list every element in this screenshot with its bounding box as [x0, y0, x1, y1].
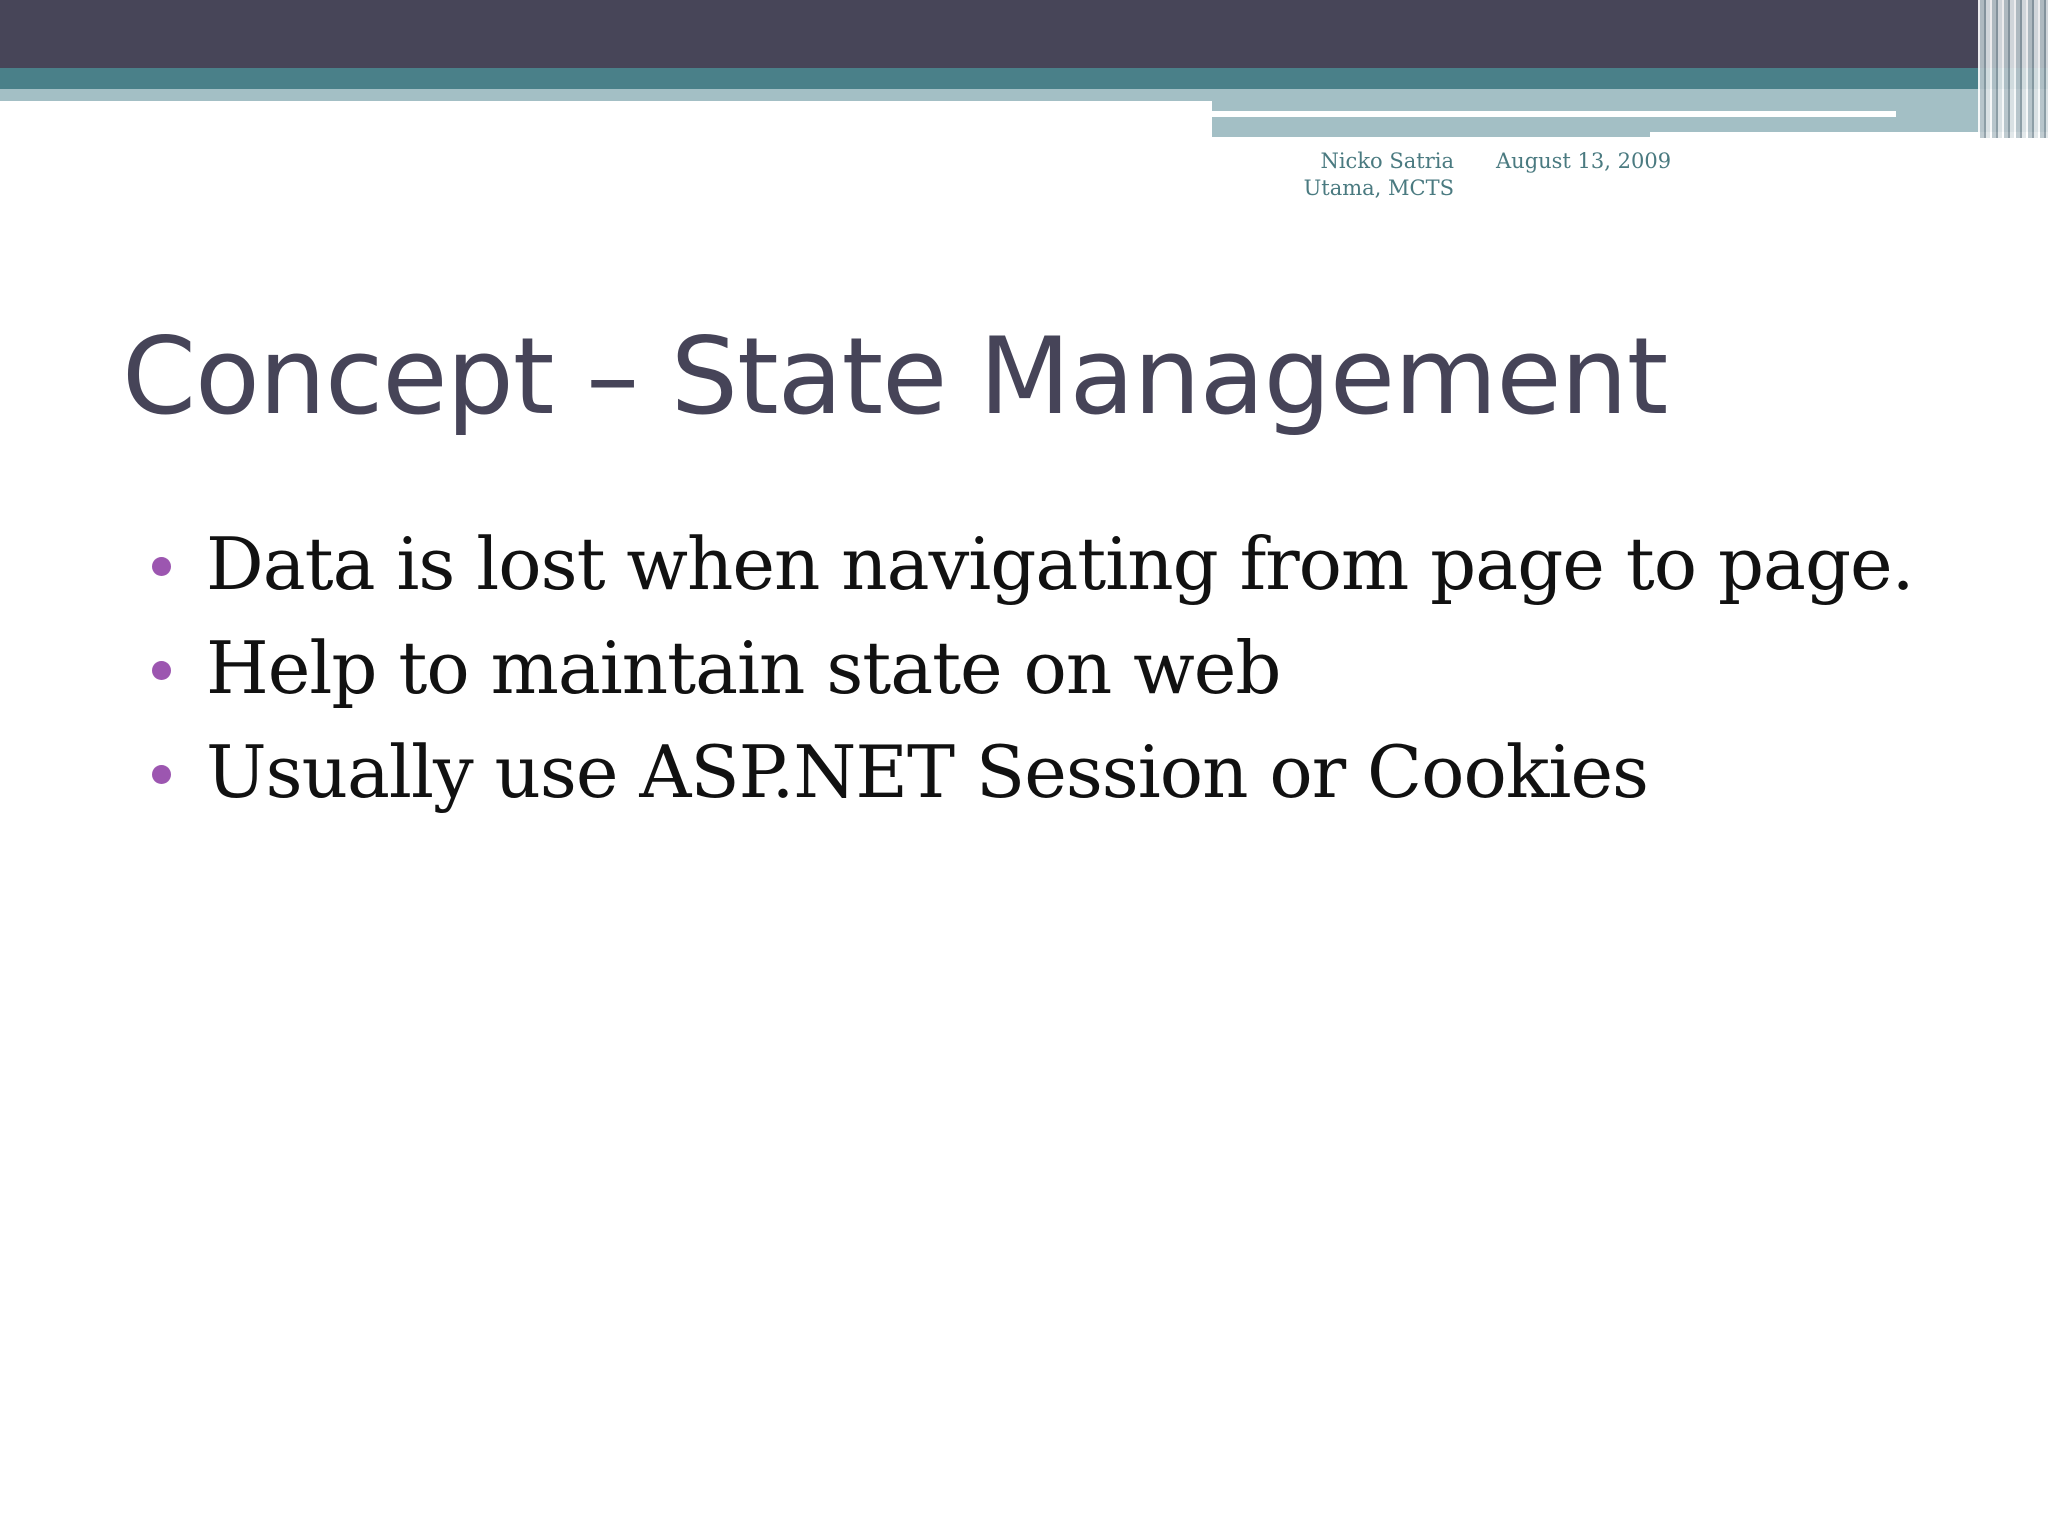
slide-author: Nicko Satria Utama, MCTS — [1303, 149, 1454, 200]
bullet-text: Usually use ASP.NET Session or Cookies — [206, 730, 1649, 814]
bullet-text: Data is lost when navigating from page to page. — [206, 522, 1914, 606]
header-band-light-left — [0, 89, 1212, 101]
header-band-dark — [0, 0, 2048, 68]
header-band-teal — [0, 68, 2048, 89]
bullet-list — [148, 512, 1914, 824]
bullet-text: Help to maintain state on web — [206, 626, 1281, 710]
header-accent-line — [1212, 111, 1896, 117]
bullet-dot-icon — [152, 661, 171, 680]
bullet-dot-icon — [152, 557, 171, 576]
bullet-dot-icon — [152, 765, 171, 784]
bullet-item — [148, 720, 1914, 824]
slide-title: Concept – State Management — [122, 315, 1668, 438]
header-stripes-decoration — [1978, 0, 2048, 138]
bullet-item — [148, 512, 1914, 616]
slide-date: August 13, 2009 — [1496, 149, 1672, 173]
bullet-item — [148, 616, 1914, 720]
